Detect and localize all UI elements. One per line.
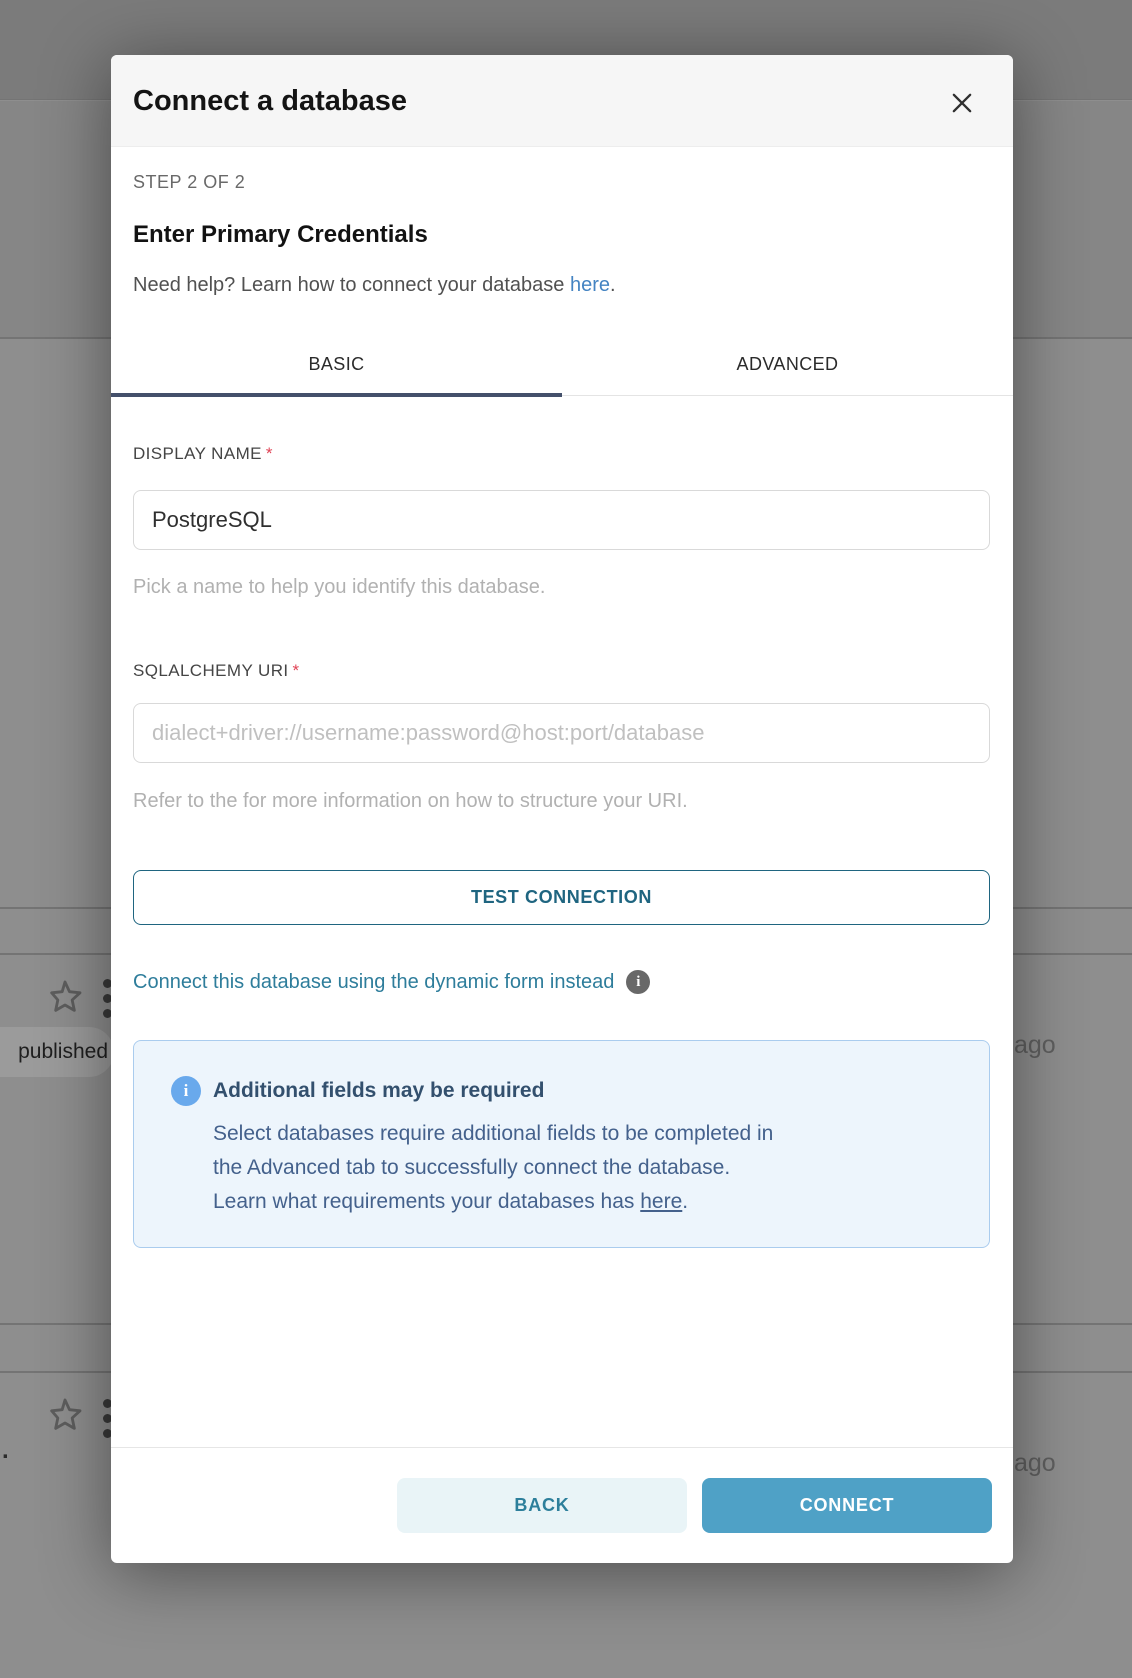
page-title: Enter Primary Credentials — [133, 221, 428, 248]
required-asterisk: * — [292, 661, 300, 680]
modal-header — [111, 55, 1013, 147]
step-indicator: STEP 2 OF 2 — [133, 172, 246, 192]
alert-here-link[interactable]: here — [640, 1190, 683, 1213]
alert-body — [213, 1117, 773, 1219]
footer-divider — [111, 1447, 1013, 1448]
sqlalchemy-uri-label-text: SQLALCHEMY URI — [133, 661, 289, 680]
sqlalchemy-uri-helper: Refer to the for more information on how to structure your URI. — [133, 790, 688, 812]
status-badge: published — [0, 1027, 114, 1077]
display-name-label-text: DISPLAY NAME — [133, 444, 262, 463]
test-connection-button[interactable]: TEST CONNECTION — [133, 870, 990, 925]
help-text-suffix: . — [610, 274, 616, 296]
tab-advanced[interactable]: ADVANCED — [736, 353, 839, 374]
favorite-star-icon[interactable] — [45, 977, 85, 1017]
back-button[interactable]: BACK — [397, 1478, 687, 1533]
dynamic-form-link[interactable]: Connect this database using the dynamic form instead — [133, 970, 615, 993]
alert-body-line1: Select databases require additional fields to be completed in — [213, 1122, 774, 1145]
required-asterisk: * — [265, 444, 273, 463]
display-name-input[interactable] — [133, 490, 990, 550]
alert-info-icon: i — [171, 1076, 201, 1106]
sqlalchemy-uri-label — [133, 661, 300, 681]
help-text — [133, 274, 616, 297]
sqlalchemy-uri-input[interactable] — [133, 703, 990, 763]
connect-button[interactable]: CONNECT — [702, 1478, 992, 1533]
modified-time-label: ago — [1014, 1031, 1056, 1059]
display-name-helper: Pick a name to help you identify this database. — [133, 576, 546, 598]
alert-body-line3-prefix: Learn what requirements your databases has — [213, 1190, 641, 1213]
connect-database-modal — [111, 55, 1013, 1563]
alert-body-line3-suffix: . — [682, 1190, 689, 1213]
modal-title: Connect a database — [133, 85, 407, 117]
tab-basic[interactable]: BASIC — [308, 353, 365, 374]
tab-bar — [111, 335, 1013, 393]
info-icon[interactable]: i — [626, 970, 650, 994]
close-icon[interactable] — [945, 86, 979, 120]
active-tab-underline — [111, 393, 562, 397]
truncated-row-text: . — [2, 1437, 9, 1464]
help-here-link[interactable]: here — [569, 274, 611, 296]
modified-time-label: ago — [1014, 1449, 1056, 1477]
favorite-star-icon[interactable] — [45, 1395, 85, 1435]
additional-fields-alert — [133, 1040, 990, 1248]
display-name-label — [133, 444, 273, 464]
dynamic-form-row — [133, 968, 650, 996]
alert-title: Additional fields may be required — [213, 1079, 545, 1102]
help-text-prefix: Need help? Learn how to connect your database — [133, 274, 570, 296]
alert-body-line2: the Advanced tab to successfully connect the database. — [213, 1156, 731, 1179]
